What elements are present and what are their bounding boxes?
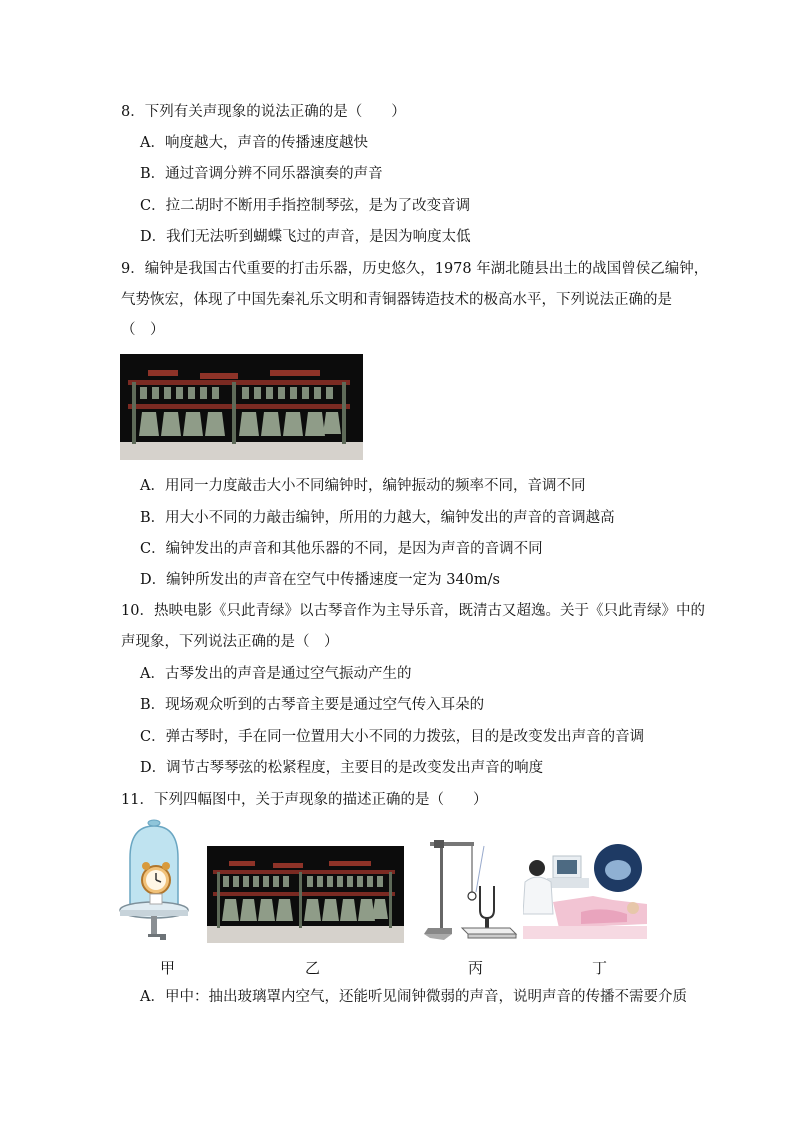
q9-option-d: D．编钟所发出的声音在空气中传播速度一定为 340m/s [140, 572, 500, 588]
figure-label-ding: 丁 [592, 959, 608, 977]
q10-option-d: D．调节古琴琴弦的松紧程度，主要目的是改变发出声音的响度 [140, 760, 544, 776]
q9-option-c: C．编钟发出的声音和其他乐器的不同，是因为声音的音调不同 [140, 541, 543, 557]
q10-stem-line-1: 10．热映电影《只此青绿》以古琴音作为主导乐音，既清古又超逸。关于《只此青绿》中的 [121, 603, 705, 619]
q10-option-b: B．现场观众听到的古琴音主要是通过空气传入耳朵的 [140, 697, 485, 713]
bianzhong-photo-small [207, 846, 404, 943]
figure-label-jia: 甲 [160, 959, 176, 977]
q8-option-d: D．我们无法听到蝴蝶飞过的声音，是因为响度太低 [140, 229, 471, 245]
q9-stem-line-1: 9．编钟是我国古代重要的打击乐器，历史悠久，1978 年湖北随县出土的战国曾侯乙编钟， [121, 261, 709, 277]
q10-stem-line-2: 声现象，下列说法正确的是（ ） [121, 634, 339, 650]
figure-label-bing: 丙 [468, 959, 484, 977]
ultrasound-exam-photo [523, 842, 647, 939]
q8-option-b: B．通过音调分辨不同乐器演奏的声音 [140, 166, 383, 182]
q10-option-a: A．古琴发出的声音是通过空气振动产生的 [140, 666, 412, 682]
bell-jar-clock-figure [118, 818, 190, 954]
bianzhong-photo [120, 354, 363, 460]
figure-label-yi: 乙 [305, 959, 321, 977]
q9-option-a: A．用同一力度敲击大小不同编钟时，编钟振动的频率不同，音调不同 [140, 478, 586, 494]
q8-option-c: C．拉二胡时不断用手指控制琴弦，是为了改变音调 [140, 198, 471, 214]
q11-stem: 11．下列四幅图中，关于声现象的描述正确的是（ ） [121, 792, 488, 808]
q8-option-a: A．响度越大，声音的传播速度越快 [140, 135, 368, 151]
q9-stem-line-3: （ ） [121, 322, 165, 338]
q9-stem-line-2: 气势恢宏，体现了中国先秦礼乐文明和青铜器铸造技术的极高水平，下列说法正确的是 [121, 292, 672, 308]
q11-option-a: A．甲中：抽出玻璃罩内空气，还能听见闹钟微弱的声音，说明声音的传播不需要介质 [140, 989, 687, 1005]
q8-stem: 8．下列有关声现象的说法正确的是（ ） [121, 104, 406, 120]
q9-option-b: B．用大小不同的力敲击编钟，所用的力越大，编钟发出的声音的音调越高 [140, 510, 615, 526]
tuning-fork-figure [422, 838, 518, 942]
q10-option-c: C．弹古琴时，手在同一位置用大小不同的力拨弦，目的是改变发出声音的音调 [140, 729, 645, 745]
